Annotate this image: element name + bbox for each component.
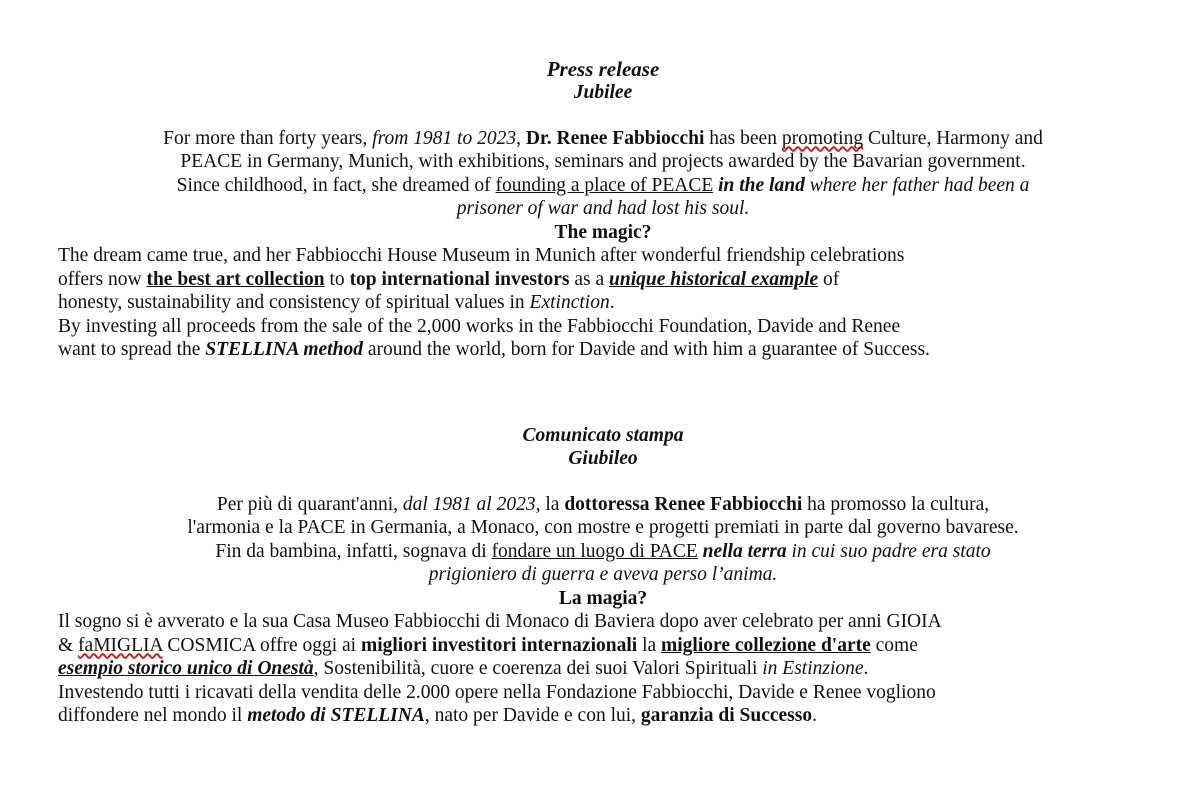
text-run: as a <box>569 268 610 290</box>
emphasis-phrase: esempio storico unico di Onestà <box>58 658 314 679</box>
emphasis-phrase: unique historical example <box>609 268 819 290</box>
intro-line: l'armonia e la PACE in Germania, a Monaco, con mostre e progetti premiati in parte dal governo bavarese. <box>187 517 1019 538</box>
intro-line <box>58 127 1148 151</box>
text-run: . <box>609 292 615 313</box>
emphasis-phrase: nella terra <box>702 540 787 562</box>
body-paragraph <box>58 610 1148 728</box>
author-name: Dr. Renee Fabbiocchi <box>525 127 705 149</box>
text-run: Since childhood, in fact, she dreamed of <box>176 174 496 196</box>
intro-line: prisoner of war and had lost his soul. <box>456 198 750 219</box>
body-line: Investendo tutti i ricavati della vendita delle 2.000 opere nella Fondazione Fabbiocchi, Davide e Renee vogliono <box>58 681 936 703</box>
date-range: dal 1981 al 2023 <box>402 493 536 515</box>
comunicato-subtitle: Giubileo <box>568 448 638 469</box>
text-run: in cui suo padre era stato <box>786 540 991 562</box>
text-run: , la <box>535 493 565 515</box>
text-run: . <box>863 658 869 679</box>
text-run: Culture, Harmony and <box>863 127 1043 149</box>
body-line <box>58 268 1148 292</box>
emphasis-phrase: garanzia di Successo <box>640 705 813 726</box>
text-run: , <box>516 127 526 149</box>
body-line: Il sogno si è avverato e la sua Casa Museo Fabbiocchi di Monaco di Baviera dopo aver celebrato per anni GIOIA <box>58 611 942 632</box>
blank-line <box>58 105 1148 127</box>
text-run: come <box>870 634 918 656</box>
emphasis-phrase: migliori investitori internazionali <box>360 634 638 656</box>
text-run: honesty, sustainability and consistency of spiritual values in <box>58 292 530 313</box>
text-run: , Sostenibilità, cuore e coerenza dei suoi Valori Spirituali <box>313 658 763 679</box>
italian-press-release <box>58 424 1148 728</box>
intro-line <box>58 174 1148 198</box>
emphasis-phrase: STELLINA method <box>205 339 363 360</box>
text-run: to <box>324 268 350 290</box>
emphasis-phrase: metodo di STELLINA <box>247 705 425 726</box>
body-line: By investing all proceeds from the sale of the 2,000 works in the Fabbiocchi Foundation, Davide and Renee <box>58 315 901 337</box>
text-run: diffondere nel mondo il <box>58 705 248 726</box>
body-paragraph <box>58 244 1148 362</box>
text-run: . <box>812 705 817 726</box>
text-run: ha promosso la cultura, <box>802 493 990 515</box>
press-release-subtitle: Jubilee <box>573 82 633 103</box>
intro-paragraph <box>58 493 1148 587</box>
body-line <box>58 291 1148 315</box>
text-run: COSMICA offre oggi ai <box>162 634 361 656</box>
body-line: The dream came true, and her Fabbiocchi House Museum in Munich after wonderful friendship celebrations <box>58 245 905 266</box>
document-page <box>58 57 1148 728</box>
body-line <box>58 634 1148 658</box>
body-line <box>58 657 1148 681</box>
intro-line: prigioniero di guerra e aveva perso l’anima. <box>428 564 778 585</box>
intro-line: PEACE in Germany, Munich, with exhibitions, seminars and projects awarded by the Bavarian government. <box>180 151 1026 172</box>
text-run: Per più di quarant'anni, <box>216 493 403 515</box>
section-heading: La magia? <box>558 587 648 609</box>
intro-paragraph <box>58 127 1148 221</box>
text-run: & <box>58 634 79 656</box>
emphasis-phrase: migliore collezione d'arte <box>661 634 871 656</box>
emphasis-phrase: in the land <box>718 174 805 196</box>
text-run: , nato per Davide e con lui, <box>424 705 641 726</box>
date-range: from 1981 to 2023 <box>372 127 517 149</box>
comunicato-title: Comunicato stampa <box>522 424 684 446</box>
text-run: Fin da bambina, infatti, sognava di <box>215 540 492 562</box>
text-run: where her father had been a <box>804 174 1030 196</box>
text-run: want to spread the <box>58 339 206 360</box>
section-gap <box>58 362 1148 424</box>
english-press-release <box>58 57 1148 362</box>
press-release-title: Press release <box>546 57 660 81</box>
text-run: For more than forty years, <box>163 127 373 149</box>
blank-line <box>58 471 1148 493</box>
intro-line <box>58 493 1148 517</box>
spellcheck-word: faMIGLIA <box>78 634 163 656</box>
emphasis-phrase: top international investors <box>349 268 570 290</box>
text-run: has been <box>704 127 782 149</box>
emphasis-phrase: Extinction <box>529 292 610 313</box>
body-line <box>58 338 1148 362</box>
underlined-phrase: founding a place of PEACE <box>495 174 714 196</box>
author-name: dottoressa Renee Fabbiocchi <box>564 493 803 515</box>
section-heading: The magic? <box>554 221 652 243</box>
emphasis-phrase: in Estinzione <box>762 658 864 679</box>
text-run: of <box>818 268 840 290</box>
intro-line <box>58 540 1148 564</box>
emphasis-phrase: the best art collection <box>146 268 325 290</box>
text-run: around the world, born for Davide and with him a guarantee of Success. <box>362 339 930 360</box>
body-line <box>58 704 1148 728</box>
spellcheck-word: promoting <box>781 127 864 149</box>
text-run: la <box>637 634 662 656</box>
text-run: offers now <box>58 268 147 290</box>
underlined-phrase: fondare un luogo di PACE <box>491 540 698 562</box>
